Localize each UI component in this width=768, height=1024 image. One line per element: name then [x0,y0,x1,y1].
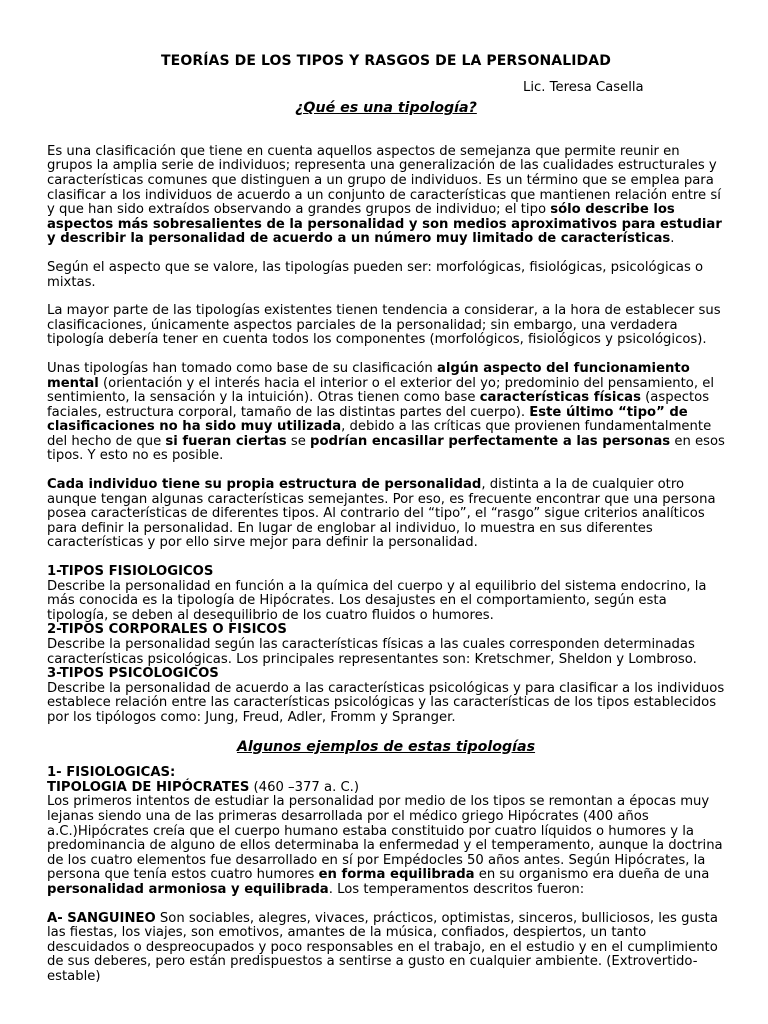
text-run: , distinta a la de cualquier otro aunque tengan algunas características semejantes. Por eso, es frecuente encontrar que una persona posea características de diferentes tipos. Al contrario del “tipo”, el “rasgo” sigue criterios analíticos para definir la personalidad. En lugar de englobar al individuo, lo muestra en sus diferentes características y por ello sirve mejor para definir la personalidad. [47,477,716,551]
bold-run: en forma equilibrada [318,867,475,883]
paragraph-hipocrates [47,795,725,897]
paragraph-sanguineo [47,912,725,985]
example-heading-fisiologicas: 1- FISIOLOGICAS: [47,765,176,781]
bold-run: personalidad armoniosa y equilibrada [47,881,329,897]
text-run: , debido a las críticas que provienen fundamentalmente del hecho de que [47,419,712,449]
text-run: Unas tipologías han tomado como base de su clasificación [47,360,437,376]
text-run: se [286,433,311,449]
examples-fisiologicas [47,766,725,897]
text-run: (orientación y el interés hacia el interior o el exterior del yo; predominio del pensamiento, el sentimiento, la sensación y la intuición). Otras tienen como base [47,375,714,406]
types-list [47,565,725,726]
document-title: TEORÍAS DE LOS TIPOS Y RASGOS DE LA PERSONALIDAD [161,53,611,69]
text-run: en su organismo era dueña de una [474,867,710,883]
section-heading-tipologia: ¿Qué es una tipología? [295,100,477,117]
text-run: . [670,231,675,247]
text-run: . Los temperamentos descritos fueron: [328,881,585,897]
sanguineo-text: Son sociables, alegres, vivaces, prácticos, optimistas, sinceros, bulliciosos, les gusta las fiestas, los viajes, son emotivos, amantes de la música, confiados, despiertos, un tanto descuidados o despreocupados y poco responsables en el trabajo, en el estudio y en el cumplimiento de sus deberes, pero están predispuestos a sentirse a gusto en cualquier ambiente. (Extrovertido-estable) [47,910,718,984]
paragraph-partial-aspects: La mayor parte de las tipologías existentes tienen tendencia a considerar, a la hora de establecer sus clasificaciones, únicamente aspectos parciales de la personalidad; sin embargo, una verdadera tipología debería tener en cuenta todos los componentes (morfológicos, fisiológicos y psicológicos). [47,303,721,348]
text-run: (aspectos faciales, estructura corporal, tamaño de las distintas partes del cuerpo). [47,390,710,420]
bold-run: sólo describe los aspectos más sobresalientes de la personalidad y son medios aproximativos para estudiar y describir la personalidad de acuerdo a un número muy limitado de características [47,202,722,247]
text-run: Es una clasificación que tiene en cuenta aquellos aspectos de semejanza que permite reunir en grupos la amplia serie de individuos; representa una generalización de las cualidades estructurales y características comunes que distinguen a un grupo de individuos. Es un término que se emplea para clasificar a los individuos de acuerdo a un conjunto de características que mantienen relación entre sí y que han sido extraídos observando a grandes grupos de individuo; el tipo [47,143,721,218]
type-heading-psicologicos: 3-TIPOS PSICOLOGICOS [47,666,219,682]
type-description-fisiologicos: Describe la personalidad en función a la química del cuerpo y al equilibrio del sistema endocrino, la más conocida es la tipología de Hipócrates. Los desajustes en el comportamiento, según esta tipología, se deben al desequilibrio de los cuatro fluidos o humores. [47,578,707,623]
bold-run: podrían encasillar perfectamente a las personas [310,433,671,449]
type-heading-fisiologicos: 1-TIPOS FISIOLOGICOS [47,564,214,580]
section-heading-ejemplos: Algunos ejemplos de estas tipologías [236,738,536,755]
hipocrates-dates: (460 –377 a. C.) [249,779,360,795]
paragraph-definition [47,145,725,247]
bold-run: Cada individuo tiene su propia estructura de personalidad [47,477,482,493]
type-heading-corporales: 2-TIPOS CORPORALES O FISICOS [47,622,287,638]
hipocrates-subheading: TIPOLOGIA DE HIPÓCRATES [47,779,250,795]
bold-run: algún aspecto del funcionamiento mental [47,360,690,391]
document-page [47,54,725,984]
author-name: Lic. Teresa Casella [523,79,644,95]
bold-run: características físicas [479,390,641,406]
type-description-psicologicos: Describe la personalidad de acuerdo a las características psicológicas y para clasificar a los individuos establece relación entre las características psicológicas y las características de los tipos establecidos por los tipólogos como: Jung, Freud, Adler, Fromm y Spranger. [47,680,725,725]
type-description-corporales: Describe la personalidad según las características físicas a las cuales corresponden determinadas características psicológicas. Los principales representantes son: Kretschmer, Sheldon y Lombroso. [47,637,697,667]
text-run: Los primeros intentos de estudiar la personalidad por medio de los tipos se remontan a épocas muy lejanas siendo una de las primeras desarrollada por el médico griego Hipócrates (400 años a.C.)Hipócrates creía que el cuerpo humano estaba constituido por cuatro líquidos o humores y la predominancia de alguno de ellos determinaba la enfermedad y el temperamento, aunque la doctrina de los cuatro elementos fue desarrollado en sí por Empédocles 50 años antes. Según Hipócrates, la persona que tenía estos cuatro humores [47,794,723,883]
paragraph-individual-structure [47,478,725,551]
text-run: en esos tipos. Y esto no es posible. [47,433,725,464]
bold-run: Este último “tipo” de clasificaciones no ha sido muy utilizada [47,404,688,435]
paragraph-classification-bases [47,362,725,464]
bold-run: si fueran ciertas [165,433,287,449]
paragraph-aspects: Según el aspecto que se valore, las tipologías pueden ser: morfológicas, fisiológicas, psicológicas o mixtas. [47,259,704,290]
sanguineo-label: A- SANGUINEO [47,910,156,926]
